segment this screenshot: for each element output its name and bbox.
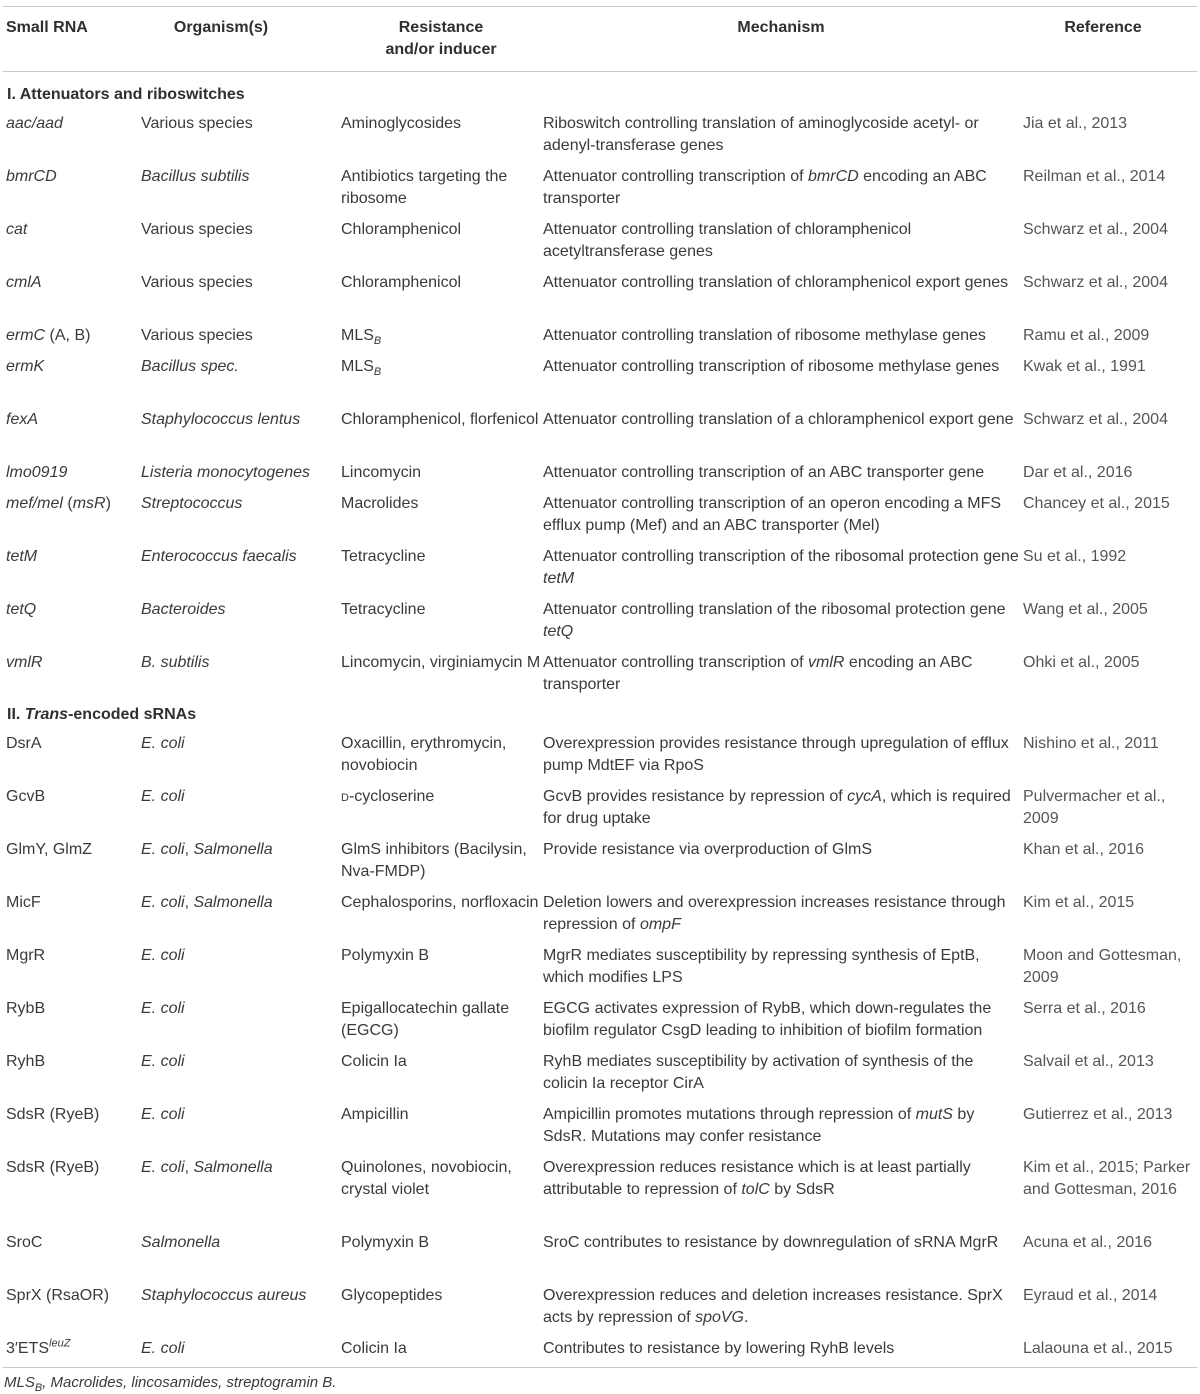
cell-reference: Schwarz et al., 2004: [1023, 221, 1168, 238]
cell-reference: Acuna et al., 2016: [1023, 1234, 1152, 1251]
mechanism-text: , which is required for drug uptake: [543, 788, 1011, 827]
cell-mechanism: SroC contributes to resistance by downregulation of sRNA MgrR: [543, 1234, 999, 1251]
resistance-text: -cycloserine: [348, 788, 435, 805]
table-row: [3, 162, 1197, 215]
mechanism-text: Overexpression reduces resistance which is at least partially attributable to repression of: [543, 1159, 971, 1198]
footnote-text: , Macrolides, lincosamides, streptogramin B.: [42, 1374, 337, 1391]
cell-mechanism: Overexpression provides resistance through upregulation of efflux pump MdtEF via RpoS: [543, 735, 1009, 774]
cell-small-rna: vmlR: [6, 654, 43, 671]
header-small-rna: Small RNA: [6, 19, 88, 36]
organism-name: E. coli: [141, 894, 185, 911]
mechanism-text: GcvB provides resistance by repression of: [543, 788, 848, 805]
resistance-srna-table: [3, 6, 1197, 1368]
mechanism-gene: vmlR: [808, 654, 845, 671]
cell-reference: Gutierrez et al., 2013: [1023, 1106, 1173, 1123]
cell-reference: Schwarz et al., 2004: [1023, 274, 1168, 291]
cell-organism: Bacillus subtilis: [141, 168, 250, 185]
table-row: [3, 542, 1197, 595]
cell-organism: [141, 892, 339, 914]
cell-reference: Nishino et al., 2011: [1023, 735, 1159, 752]
small-rna-variant: (A, B): [45, 327, 91, 344]
table-row: [3, 352, 1197, 405]
table-row: [3, 941, 1197, 994]
cell-reference: Salvail et al., 2013: [1023, 1053, 1154, 1070]
cell-resistance: Chloramphenicol, florfenicol: [341, 411, 539, 428]
header-reference: Reference: [1064, 19, 1142, 36]
header-resistance: [341, 17, 541, 61]
cell-resistance: Lincomycin, virginiamycin M: [341, 654, 541, 671]
cell-organism: Staphylococcus lentus: [141, 411, 301, 428]
resistance-text: MLS: [341, 358, 374, 375]
mechanism-text: Attenuator controlling translation of the ribosomal protection gene: [543, 601, 1006, 618]
mechanism-gene: ompF: [639, 916, 681, 933]
cell-mechanism: Contributes to resistance by lowering RyhB levels: [543, 1340, 895, 1357]
cell-reference: Kim et al., 2015: [1023, 894, 1135, 911]
cell-resistance: [341, 325, 541, 347]
cell-organism: Bacteroides: [141, 601, 226, 618]
cell-small-rna: SprX (RsaOR): [6, 1287, 110, 1304]
cell-reference: Ohki et al., 2005: [1023, 654, 1140, 671]
table-row: [3, 1334, 1197, 1365]
cell-small-rna: MgrR: [6, 947, 46, 964]
table-bottom-rule: [3, 1365, 1197, 1368]
cell-reference: Chancey et al., 2015: [1023, 495, 1170, 512]
header-resistance-line1: Resistance: [398, 19, 484, 36]
cell-resistance: Chloramphenicol: [341, 221, 462, 238]
cell-resistance: Polymyxin B: [341, 947, 430, 964]
table-row: [3, 109, 1197, 162]
mechanism-text: Attenuator controlling transcription of: [543, 168, 809, 185]
cell-organism: Streptococcus: [141, 495, 243, 512]
table-row: [3, 1153, 1197, 1228]
cell-mechanism: [543, 1285, 1019, 1329]
cell-mechanism: Attenuator controlling translation of chloramphenicol acetyltransferase genes: [543, 221, 912, 260]
header-resistance-line2: and/or inducer: [385, 41, 497, 58]
cell-organism: Various species: [141, 327, 253, 344]
cell-resistance: GlmS inhibitors (Bacilysin, Nva-FMDP): [341, 841, 527, 880]
cell-mechanism: Attenuator controlling transcription of an ABC transporter gene: [543, 464, 985, 481]
cell-resistance: Quinolones, novobiocin, crystal violet: [341, 1159, 512, 1198]
cell-organism: E. coli: [141, 1053, 185, 1070]
cell-small-rna: ermK: [6, 358, 45, 375]
cell-resistance: Antibiotics targeting the ribosome: [341, 168, 508, 207]
cell-mechanism: RyhB mediates susceptibility by activation of synthesis of the colicin Ia receptor CirA: [543, 1053, 974, 1092]
mechanism-text: encoding an ABC transporter: [543, 168, 987, 207]
cell-resistance: Polymyxin B: [341, 1234, 430, 1251]
cell-small-rna: MicF: [6, 894, 41, 911]
small-rna-name: mef/mel: [6, 495, 63, 512]
organism-name: E. coli: [141, 841, 185, 858]
header-mechanism: Mechanism: [737, 19, 825, 36]
table-row: [3, 268, 1197, 321]
cell-organism: E. coli: [141, 947, 185, 964]
cell-organism: B. subtilis: [141, 654, 210, 671]
cell-reference: Serra et al., 2016: [1023, 1000, 1146, 1017]
cell-mechanism: Attenuator controlling translation of chloramphenicol export genes: [543, 274, 1009, 291]
cell-organism: Staphylococcus aureus: [141, 1287, 307, 1304]
cell-organism: Listeria monocytogenes: [141, 464, 310, 481]
cell-small-rna: cat: [6, 221, 28, 238]
cell-reference: Wang et al., 2005: [1023, 601, 1148, 618]
cell-mechanism: MgrR mediates susceptibility by repressing synthesis of EptB, which modifies LPS: [543, 947, 980, 986]
cell-organism: E. coli: [141, 788, 185, 805]
cell-resistance: Oxacillin, erythromycin, novobiocin: [341, 735, 507, 774]
cell-small-rna: fexA: [6, 411, 39, 428]
cell-reference: Pulvermacher et al., 2009: [1023, 788, 1166, 827]
header-organisms: Organism(s): [173, 19, 269, 36]
cell-reference: Reilman et al., 2014: [1023, 168, 1166, 185]
cell-mechanism: [543, 599, 1019, 643]
table-row: [3, 1100, 1197, 1153]
mechanism-text: .: [744, 1309, 749, 1326]
section-title-attenuators: I. Attenuators and riboswitches: [7, 86, 245, 103]
mechanism-text: Deletion lowers and overexpression increases resistance through repression of: [543, 894, 1006, 933]
organism-sep: ,: [184, 894, 194, 911]
cell-resistance: Macrolides: [341, 495, 419, 512]
cell-mechanism: Attenuator controlling translation of ribosome methylase genes: [543, 327, 986, 344]
cell-small-rna: bmrCD: [6, 168, 57, 185]
mechanism-gene: tetQ: [543, 623, 574, 640]
small-rna-alt: msR: [72, 495, 106, 512]
cell-small-rna: tetQ: [6, 601, 37, 618]
cell-organism: Various species: [141, 115, 253, 132]
table-row: [3, 888, 1197, 941]
table-row: [3, 835, 1197, 888]
section-italic: Trans: [24, 706, 69, 723]
cell-small-rna: cmlA: [6, 274, 42, 291]
resistance-subscript: B: [373, 366, 382, 379]
cell-reference: Schwarz et al., 2004: [1023, 411, 1168, 428]
footnote-abbrev: MLS: [4, 1374, 35, 1391]
table-row: [3, 782, 1197, 835]
table-footnote: [4, 1372, 1200, 1394]
cell-resistance: Glycopeptides: [341, 1287, 443, 1304]
table-row: [3, 595, 1197, 648]
cell-reference: Kwak et al., 1991: [1023, 358, 1146, 375]
cell-mechanism: Attenuator controlling transcription of ribosome methylase genes: [543, 358, 1000, 375]
cell-small-rna: GcvB: [6, 788, 46, 805]
mechanism-gene: cycA: [847, 788, 882, 805]
mechanism-gene: tolC: [741, 1181, 770, 1198]
table-row: [3, 1228, 1197, 1281]
table-row: [3, 405, 1197, 458]
table-header: [3, 7, 1197, 72]
cell-small-rna: SroC: [6, 1234, 43, 1251]
table-row: [3, 321, 1197, 352]
table-row: [3, 994, 1197, 1047]
cell-mechanism: Riboswitch controlling translation of aminoglycoside acetyl- or adenyl-transferase genes: [543, 115, 979, 154]
cell-reference: Eyraud et al., 2014: [1023, 1287, 1158, 1304]
organism-sep: ,: [184, 1159, 194, 1176]
cell-small-rna: aac/aad: [6, 115, 63, 132]
table-row: [3, 1281, 1197, 1334]
resistance-text: MLS: [341, 327, 374, 344]
mechanism-gene: tetM: [543, 570, 575, 587]
cell-mechanism: Attenuator controlling transcription of an operon encoding a MFS efflux pump (Mef) and an ABC transporter (Mel): [543, 495, 1002, 534]
cell-reference: Dar et al., 2016: [1023, 464, 1133, 481]
small-rna-paren: (: [62, 495, 73, 512]
cell-organism: E. coli: [141, 1106, 185, 1123]
cell-mechanism: EGCG activates expression of RybB, which down-regulates the biofilm regulator CsgD leading to inhibition of biofilm formation: [543, 1000, 992, 1039]
cell-resistance: Cephalosporins, norfloxacin: [341, 894, 539, 911]
small-rna-name: 3′ETS: [6, 1340, 50, 1357]
cell-small-rna: SdsR (RyeB): [6, 1159, 100, 1176]
cell-organism: Various species: [141, 221, 253, 238]
cell-small-rna: [6, 493, 138, 515]
cell-resistance: [341, 786, 541, 808]
mechanism-gene: spoVG: [695, 1309, 744, 1326]
cell-resistance: Tetracycline: [341, 601, 426, 618]
cell-resistance: Colicin Ia: [341, 1340, 407, 1357]
cell-resistance: Colicin Ia: [341, 1053, 407, 1070]
organism-name: E. coli: [141, 1159, 185, 1176]
cell-small-rna: SdsR (RyeB): [6, 1106, 100, 1123]
cell-small-rna: DsrA: [6, 735, 42, 752]
resistance-subscript: B: [373, 335, 382, 348]
mechanism-text: Attenuator controlling transcription of the ribosomal protection gene: [543, 548, 1019, 565]
table-row: [3, 215, 1197, 268]
section-suffix: -encoded sRNAs: [68, 706, 197, 723]
small-rna-name: ermC: [6, 327, 46, 344]
cell-mechanism: [543, 546, 1019, 590]
table-row: [3, 458, 1197, 489]
mechanism-text: Ampicillin promotes mutations through repression of: [543, 1106, 916, 1123]
cell-organism: [141, 1157, 339, 1179]
small-rna-superscript: leuZ: [49, 1337, 71, 1350]
cell-small-rna: GlmY, GlmZ: [6, 841, 92, 858]
cell-small-rna: lmo0919: [6, 464, 68, 481]
cell-organism: Salmonella: [141, 1234, 221, 1251]
mechanism-gene: mutS: [915, 1106, 953, 1123]
cell-mechanism: [543, 892, 1019, 936]
cell-resistance: Epigallocatechin gallate (EGCG): [341, 1000, 510, 1039]
cell-organism: Various species: [141, 274, 253, 291]
cell-mechanism: Provide resistance via overproduction of GlmS: [543, 841, 873, 858]
cell-reference: Kim et al., 2015; Parker and Gottesman, 2016: [1023, 1159, 1191, 1198]
cell-mechanism: [543, 1157, 1019, 1201]
cell-organism: E. coli: [141, 1340, 185, 1357]
table-row: [3, 1047, 1197, 1100]
cell-resistance: Chloramphenicol: [341, 274, 462, 291]
organism-name: Salmonella: [193, 894, 273, 911]
resistance-prefix: d: [341, 788, 349, 805]
footnote-subscript: B: [34, 1382, 43, 1394]
section-prefix: II.: [7, 706, 25, 723]
cell-organism: E. coli: [141, 1000, 185, 1017]
cell-small-rna: RybB: [6, 1000, 46, 1017]
cell-small-rna: RyhB: [6, 1053, 46, 1070]
cell-resistance: [341, 356, 541, 378]
cell-mechanism: [543, 652, 1019, 696]
mechanism-text: encoding an ABC transporter: [543, 654, 973, 693]
cell-resistance: Tetracycline: [341, 548, 426, 565]
table-row: [3, 489, 1197, 542]
cell-reference: Ramu et al., 2009: [1023, 327, 1150, 344]
organism-name: Salmonella: [193, 1159, 273, 1176]
organism-name: Salmonella: [193, 841, 273, 858]
cell-organism: [141, 839, 339, 861]
cell-resistance: Ampicillin: [341, 1106, 409, 1123]
mechanism-text: Overexpression reduces and deletion increases resistance. SprX acts by repression of: [543, 1287, 1003, 1326]
cell-mechanism: [543, 166, 1019, 210]
cell-reference: Khan et al., 2016: [1023, 841, 1144, 858]
cell-organism: Bacillus spec.: [141, 358, 239, 375]
mechanism-gene: bmrCD: [808, 168, 859, 185]
cell-reference: Jia et al., 2013: [1023, 115, 1128, 132]
small-rna-paren-close: ): [105, 495, 111, 512]
cell-organism: E. coli: [141, 735, 185, 752]
cell-reference: Moon and Gottesman, 2009: [1023, 947, 1182, 986]
mechanism-text: Attenuator controlling transcription of: [543, 654, 809, 671]
cell-small-rna: tetM: [6, 548, 38, 565]
table-row: [3, 648, 1197, 701]
organism-sep: ,: [184, 841, 194, 858]
cell-reference: Lalaouna et al., 2015: [1023, 1340, 1173, 1357]
cell-mechanism: [543, 786, 1019, 830]
mechanism-text: by SdsR: [769, 1181, 835, 1198]
cell-organism: Enterococcus faecalis: [141, 548, 297, 565]
mechanism-text: by SdsR. Mutations may confer resistance: [543, 1106, 975, 1145]
cell-resistance: Aminoglycosides: [341, 115, 462, 132]
cell-resistance: Lincomycin: [341, 464, 422, 481]
cell-reference: Su et al., 1992: [1023, 548, 1127, 565]
cell-small-rna: [6, 1338, 138, 1360]
cell-mechanism: [543, 1104, 1019, 1148]
table-row: [3, 729, 1197, 782]
cell-small-rna: [6, 325, 138, 347]
cell-mechanism: Attenuator controlling translation of a chloramphenicol export gene: [543, 411, 1014, 428]
section-title-trans-encoded: [3, 701, 1197, 729]
